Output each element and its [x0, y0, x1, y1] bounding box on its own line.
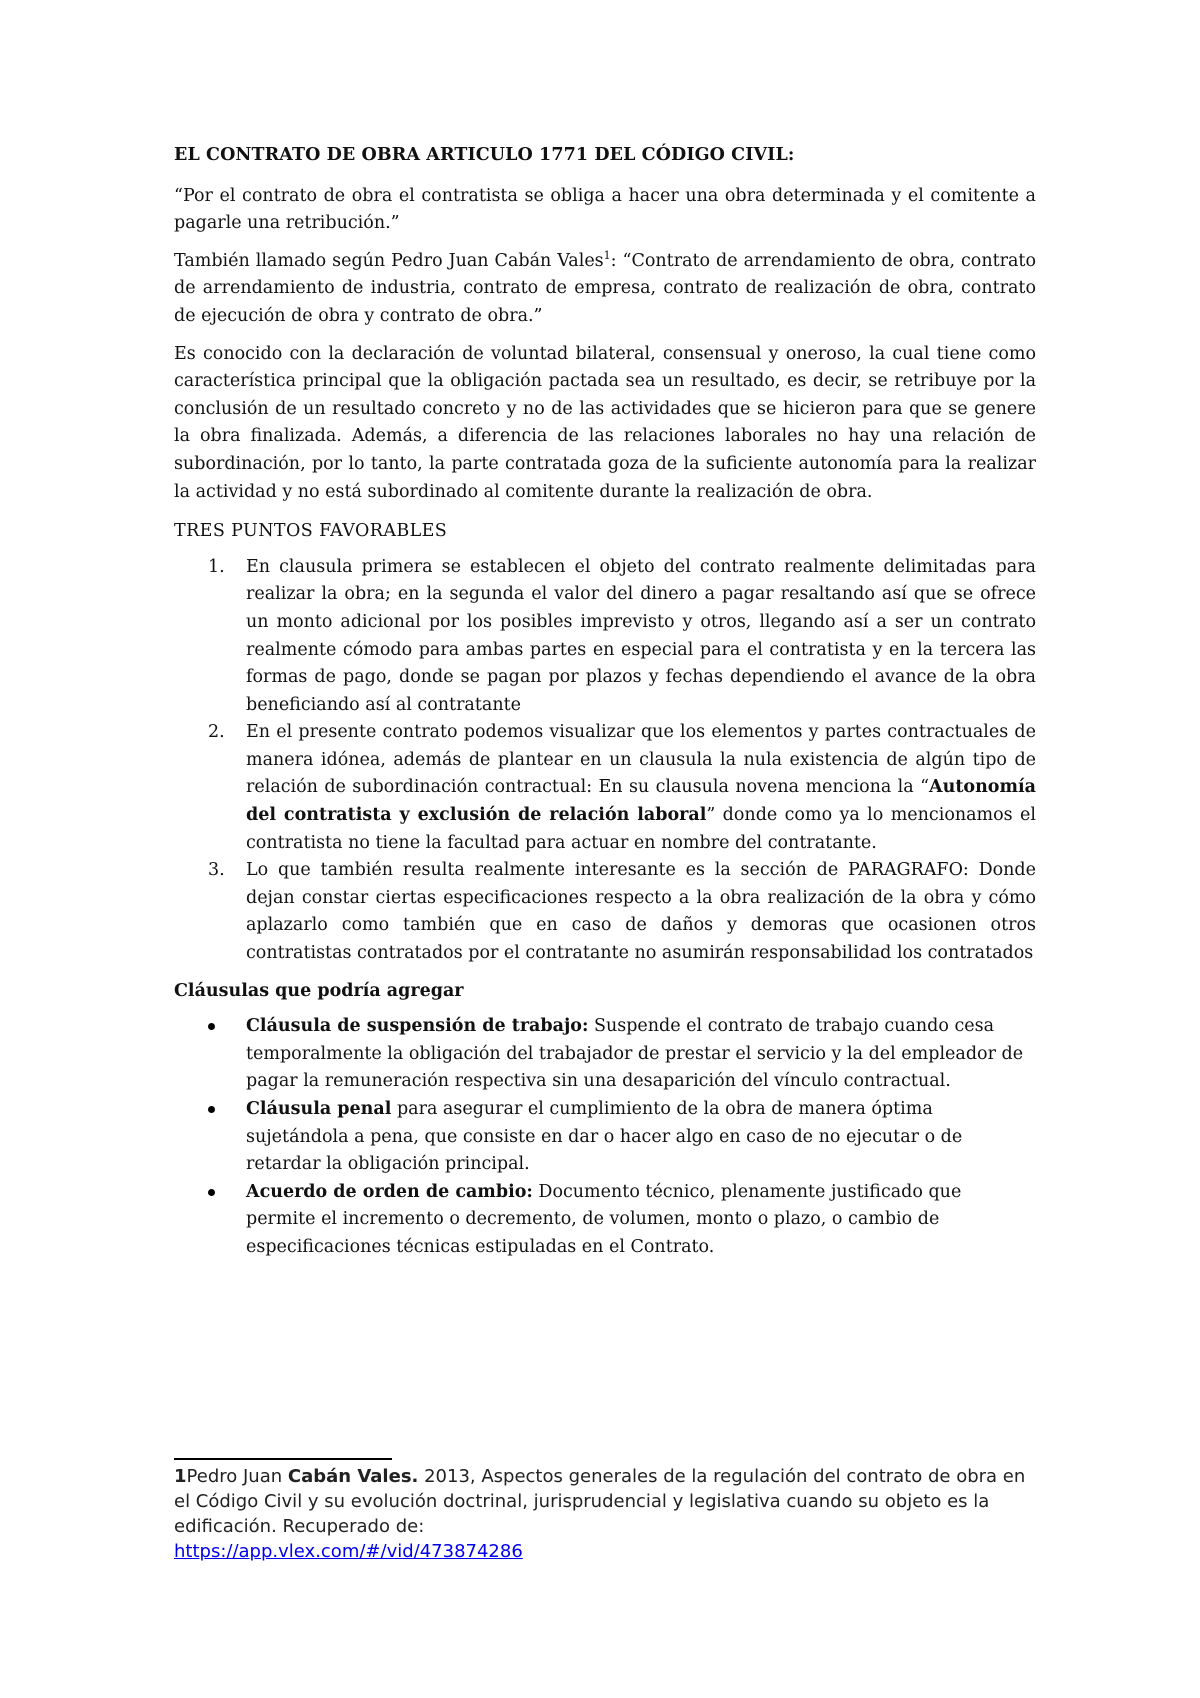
also-called-text: : “Contrato de arrendamiento de obra, contrato de arrendamiento de industria, contrato de empresa, contrato de realización de obra, contrato de ejecución de obra y contrato de obra.” [174, 250, 1037, 326]
clause-text: para asegurar el cumplimiento de la obra de manera óptima sujetándola a pena, que consiste en dar o hacer algo en caso de no ejecutar o de retardar la obligación principal. [246, 1099, 963, 1175]
list-item [174, 1096, 1036, 1179]
list-number: 2. [208, 722, 225, 743]
bullet-icon [208, 1023, 215, 1030]
clause-text: Suspende el contrato de trabajo cuando cesa temporalmente la obligación del trabajador de prestar el servicio y la del empleador de pagar la remuneración respectiva sin una desaparición del vínculo contractual. [246, 1016, 1024, 1092]
list-item [174, 857, 1036, 967]
list-item-text: Lo que también resulta realmente interesante es la sección de PARAGRAFO: Donde dejan constar ciertas especificaciones respecto a la obra realización de la obra y cómo aplazarlo como también que en caso de daños y demoras que ocasionen otros contratistas contratados por el contratante no asumirán responsabilidad los contratados [246, 860, 1036, 964]
list-item-text: En clausula primera se establecen el objeto del contrato realmente delimitadas para realizar la obra; en la segunda el valor del dinero a pagar resaltando así que se ofrece un monto adicional por los posibles imprevisto y otros, llegando así a ser un contrato realmente cómodo para ambas partes en especial para el contratista y en la tercera las formas de pago, donde se pagan por plazos y fechas dependiendo el avance de la obra beneficiando así al contratante [246, 556, 1036, 715]
bullet-icon [208, 1106, 215, 1113]
bullet-icon [208, 1189, 215, 1196]
footnote-author-last: Cabán Vales. [287, 1466, 419, 1487]
clause-name: Cláusula penal [246, 1099, 392, 1119]
clauses-heading: Cláusulas que podría agregar [174, 980, 464, 1001]
footnote-author-first: Pedro Juan [186, 1466, 288, 1487]
document-body [174, 142, 1036, 1262]
footnote-reference[interactable]: 1 [603, 248, 611, 262]
favorables-list [174, 554, 1036, 968]
list-item-text: En el presente contrato podemos visualizar que los elementos y partes contractuales de manera idónea, además de plantear en un clausula la nula existencia de algún tipo de relación de subordinación contractual: En su clausula novena menciona la “ [246, 722, 1036, 798]
list-item-text-after: ” donde como ya lo mencionamos el contratista no tiene la facultad para actuar en nombre del contratante. [246, 805, 1036, 853]
list-item [174, 719, 1036, 857]
clause-name: Acuerdo de orden de cambio: [246, 1181, 533, 1202]
list-number: 3. [208, 860, 225, 881]
also-called-prefix: También llamado según Pedro Juan Cabán Vales [174, 250, 604, 271]
clause-name: Cláusula de suspensión de trabajo: [246, 1016, 589, 1037]
clauses-list [174, 1013, 1036, 1261]
document-title: EL CONTRATO DE OBRA ARTICULO 1771 DEL CÓDIGO CIVIL: [174, 145, 795, 165]
footnote-number: 1 [174, 1466, 187, 1487]
footnote-link[interactable]: https://app.vlex.com/#/vid/473874286 [174, 1541, 523, 1562]
footnote [174, 1464, 1036, 1564]
list-item-bold: Autonomía del contratista y exclusión de relación laboral [246, 777, 1036, 826]
description-paragraph: Es conocido con la declaración de voluntad bilateral, consensual y oneroso, la cual tiene como característica principal que la obligación pactada sea un resultado, es decir, se retribuye por la conclusión de un resultado concreto y no de las actividades que se hicieron para que se genere la obra finalizada. Además, a diferencia de las relaciones laborales no hay una relación de subordinación, por lo tanto, la parte contratada goza de la suficiente autonomía para la realizar la actividad y no está subordinado al comitente durante la realización de obra. [174, 343, 1036, 502]
footnote-text: 2013, Aspectos generales de la regulación del contrato de obra en el Código Civil y su evolución doctrinal, jurisprudencial y legislativa cuando su objeto es la edificación. Recuperado de: [174, 1466, 1026, 1537]
footnote-separator [174, 1458, 392, 1460]
article-quote: “Por el contrato de obra el contratista se obliga a hacer una obra determinada y el comitente a pagarle una retribución.” [174, 185, 1036, 234]
list-item [174, 1013, 1036, 1096]
also-called-paragraph [174, 248, 1036, 331]
favorables-heading: TRES PUNTOS FAVORABLES [174, 521, 448, 542]
clause-text: Documento técnico, plenamente justificado que permite el incremento o decremento, de volumen, monto o plazo, o cambio de especificaciones técnicas estipuladas en el Contrato. [246, 1181, 962, 1257]
list-number: 1. [208, 556, 225, 577]
list-item [174, 554, 1036, 720]
list-item [174, 1179, 1036, 1262]
